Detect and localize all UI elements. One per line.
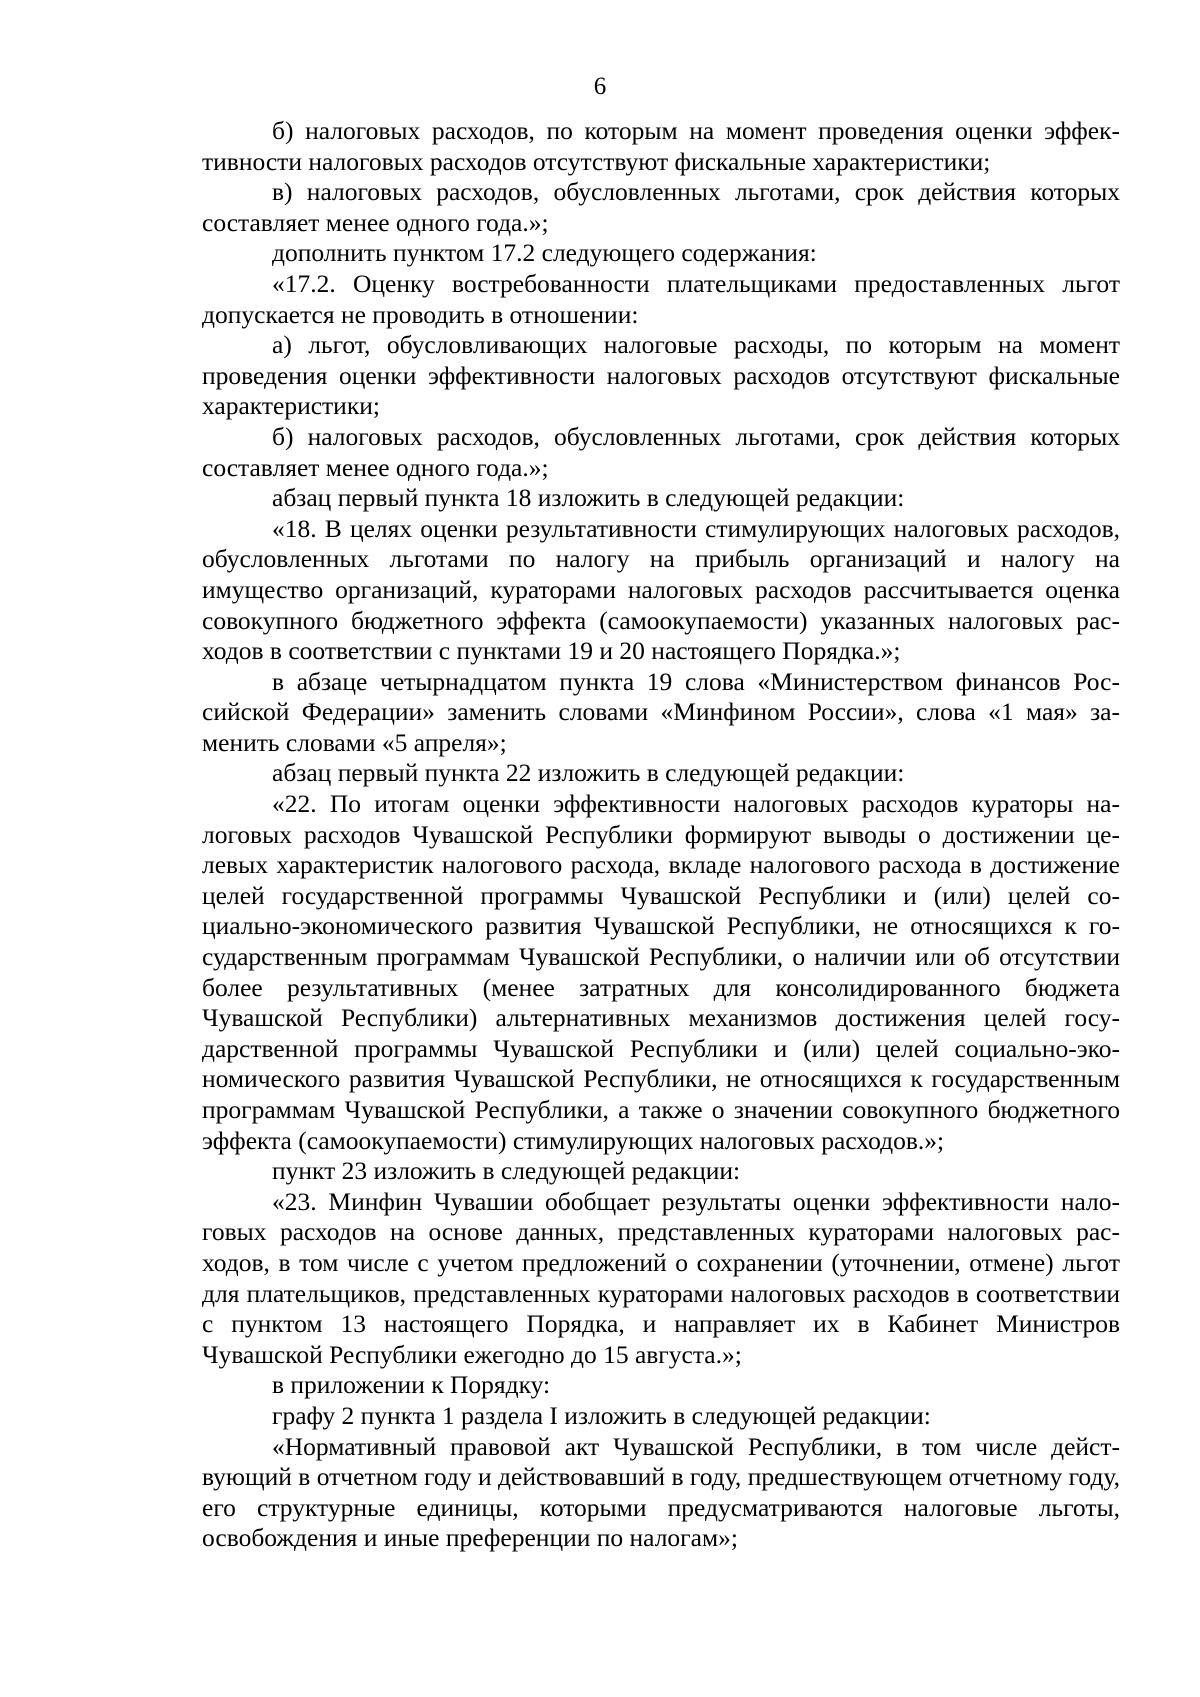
paragraph-17-2-a: а) льгот, обусловливающих налоговые расходы, по которым на момент проведения оценки эффективности налоговых расходов отсутствуют фискальные характеристики; bbox=[202, 330, 1120, 421]
paragraph-amend-23: пункт 23 изложить в следующей редакции: bbox=[272, 1156, 741, 1186]
paragraph-appendix: в приложении к Порядку: bbox=[272, 1370, 551, 1400]
paragraph-23: «23. Минфин Чувашии обобщает результаты оценки эффективности налоговых расходов на основе данных, представленных кураторами налоговых расходов, в том числе с учетом предложений о сохранении (уточнении, отмене) льгот для плательщиков, представленных кураторами налоговых расходов в соответствии с пунктом 13 настоящего Порядка, и направляет их в Кабинет Министров Чувашской Республики ежегодно до 15 августа.»; bbox=[202, 1186, 1120, 1369]
paragraph-b-fiscal: б) налоговых расходов, по которым на момент проведения оценки эффективности налоговых расходов отсутствуют фискальные характеристики; bbox=[202, 116, 1120, 176]
paragraph-amend-18: абзац первый пункта 18 изложить в следующей редакции: bbox=[272, 483, 905, 513]
paragraph-17-2-b: б) налоговых расходов, обусловленных льготами, срок действия которых составляет менее одного года.»; bbox=[202, 421, 1120, 482]
document-body bbox=[202, 116, 1120, 1554]
paragraph-18: «18. В целях оценки результативности стимулирующих налоговых расходов, обусловленных льготами по налогу на прибыль организаций и налогу на имущество организаций, кураторами налоговых расходов рассчитывается оценка совокупного бюджетного эффекта (самоокупаемости) указанных налоговых расходов в соответствии с пунктами 19 и 20 настоящего Порядка.»; bbox=[202, 513, 1120, 666]
page-number: 6 bbox=[593, 73, 607, 100]
paragraph-22: «22. По итогам оценки эффективности налоговых расходов кураторы налоговых расходов Чувашской Республики формируют выводы о достижении целевых характеристик налогового расхода, вкладе налогового расхода в достижение целей государственной программы Чувашской Республики и (или) целей социально-экономического развития Чувашской Республики, не относящихся к государственным программам Чувашской Республики, о наличии или об отсутствии более результативных (менее затратных для консолидированного бюджета Чувашской Республики) альтернативных механизмов достижения целей государственной программы Чувашской Республики и (или) целей социально-экономического развития Чувашской Республики, не относящихся к государственным программам Чувашской Республики, а также о значении совокупного бюджетного эффекта (самоокупаемости) стимулирующих налоговых расходов.»; bbox=[202, 789, 1120, 1155]
paragraph-v-short-term: в) налоговых расходов, обусловленных льготами, срок действия которых составляет менее одного года.»; bbox=[202, 177, 1120, 237]
paragraph-amend-column-2: графу 2 пункта 1 раздела I изложить в следующей редакции: bbox=[272, 1400, 931, 1430]
paragraph-amend-19: в абзаце четырнадцатом пункта 19 слова «Министерством финансов Российской Федерации» заменить словами «Минфином России», слова «1 мая» заменить словами «5 апреля»; bbox=[202, 666, 1120, 757]
paragraph-17-2: «17.2. Оценку востребованности плательщиками предоставленных льгот допускается не проводить в отношении: bbox=[202, 268, 1120, 329]
paragraph-column-2-text: «Нормативный правовой акт Чувашской Республики, в том числе действующий в отчетном году и действовавший в году, предшествующем отчетному году, его структурные единицы, которыми предусматриваются налоговые льготы, освобождения и иные преференции по налогам»; bbox=[202, 1431, 1120, 1553]
paragraph-amend-22: абзац первый пункта 22 изложить в следующей редакции: bbox=[272, 758, 905, 788]
paragraph-add-17-2: дополнить пунктом 17.2 следующего содержания: bbox=[272, 238, 817, 268]
